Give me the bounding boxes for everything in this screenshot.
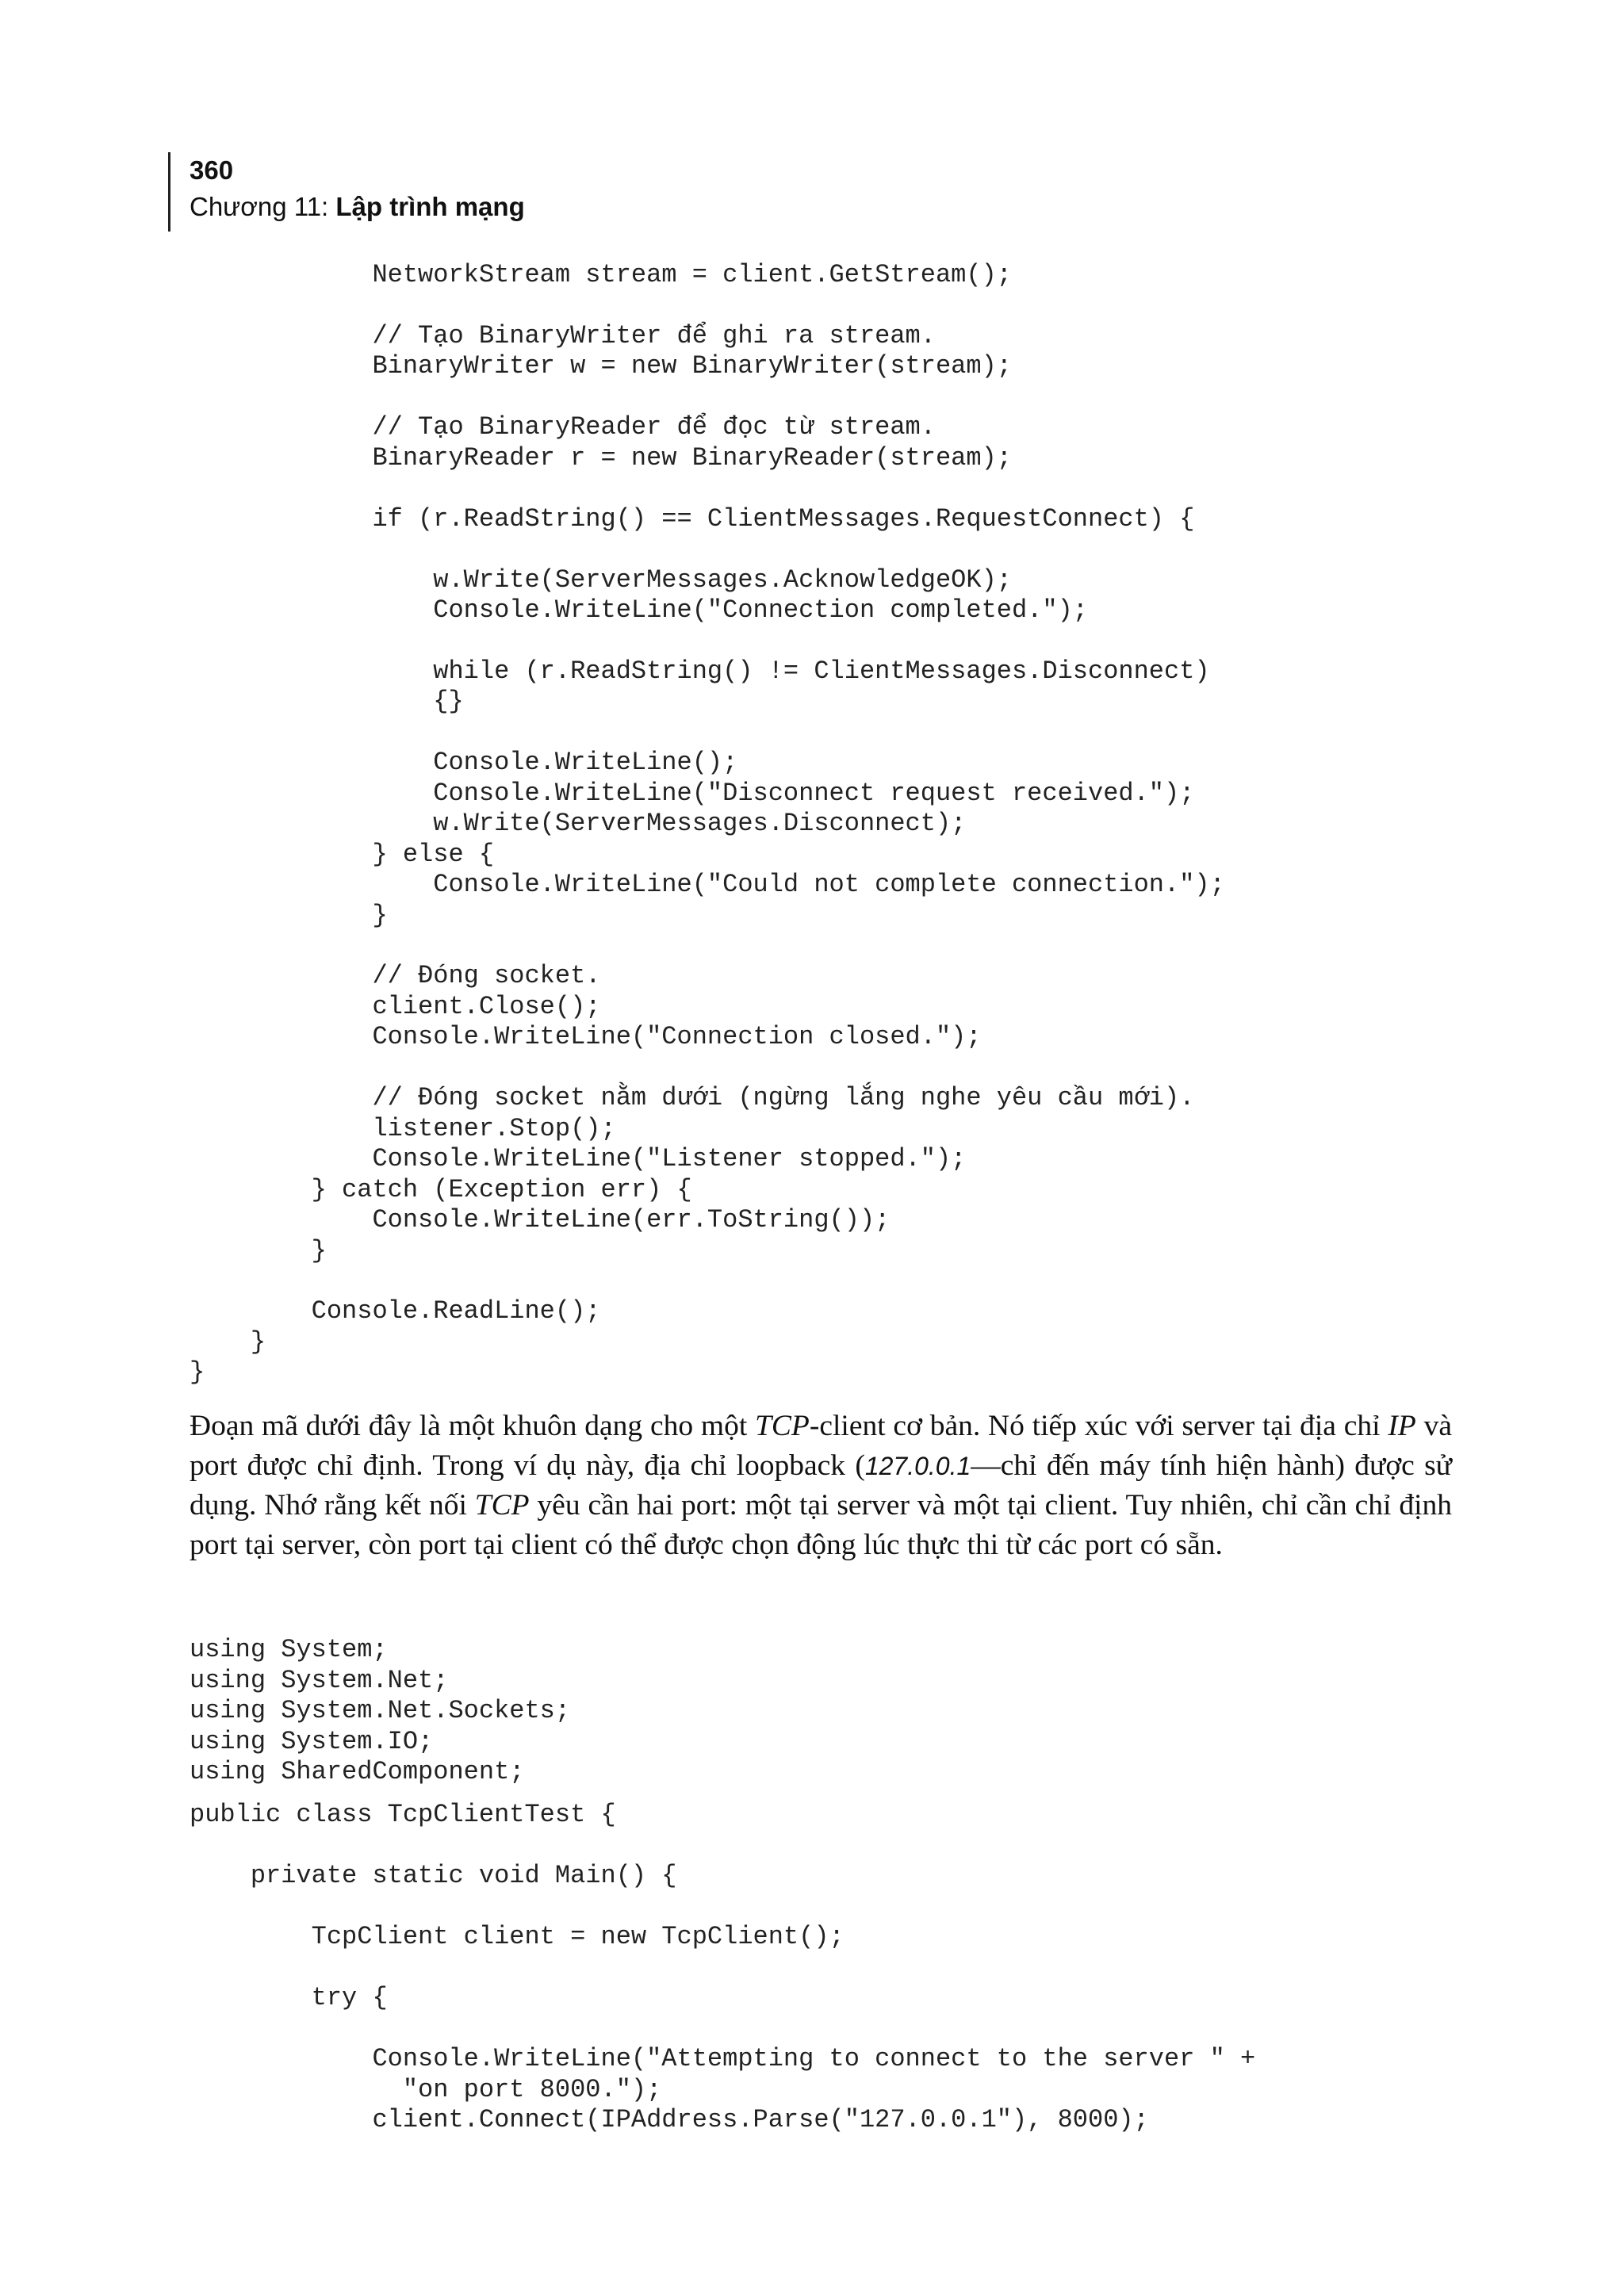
paragraph-text: và port được chỉ định. Trong ví dụ này, địa chỉ loopback ( bbox=[190, 1410, 1452, 1482]
chapter-prefix: Chương 11: bbox=[190, 192, 336, 221]
paragraph-text: -client cơ bản. Nó tiếp xúc với server tại địa chỉ bbox=[809, 1410, 1388, 1442]
chapter-title bbox=[190, 189, 525, 225]
page-header bbox=[168, 152, 525, 232]
chapter-name: Lập trình mạng bbox=[335, 192, 525, 221]
code-listing-tcp-client: public class TcpClientTest { private static void Main() { TcpClient client = new TcpClient(); try { Console.WriteLine("Attempting to connect to the server " + "on port 8000."); client.Connect(IPAddress.Parse("127.0.0.1"), 8000); bbox=[190, 1800, 1256, 2134]
term-tcp: TCP bbox=[755, 1410, 810, 1442]
paragraph-text: Đoạn mã dưới đây là một khuôn dạng cho một bbox=[190, 1410, 756, 1442]
loopback-address: 127.0.0.1 bbox=[864, 1452, 971, 1480]
paragraph-text: yêu cần hai port: một tại server và một tại client. Tuy nhiên, chỉ cần chỉ định port tại server, còn port tại client có thể được chọn động lúc thực thi từ các port có sẵn. bbox=[190, 1489, 1452, 1561]
code-listing-using-directives: using System; using System.Net; using System.Net.Sockets; using System.IO; using SharedComponent; bbox=[190, 1635, 571, 1786]
page-number: 360 bbox=[190, 155, 234, 185]
term-ip: IP bbox=[1388, 1410, 1416, 1442]
code-listing-server-continuation: NetworkStream stream = client.GetStream(); // Tạo BinaryWriter để ghi ra stream. BinaryWriter w = new BinaryWriter(stream); // Tạo BinaryReader để đọc từ stream. BinaryReader r = new BinaryReader(stream); if (r.ReadString() == ClientMessages.RequestConnect) { w.Write(ServerMessages.AcknowledgeOK); Console.WriteLine("Connection completed."); while (r.ReadString() != ClientMessages.Disconnect) {} Console.WriteLine(); Console.WriteLine("Disconnect request received."); w.Write(ServerMessages.Disconnect); } else { Console.WriteLine("Could not complete connection."); } // Đóng socket. client.Close(); Console.WriteLine("Connection closed."); // Đóng socket nằm dưới (ngừng lắng nghe yêu cầu mới). listener.Stop(); Console.WriteLine("Listener stopped."); } catch (Exception err) { Console.WriteLine(err.ToString()); } Console.ReadLine(); } } bbox=[190, 260, 1225, 1388]
term-tcp: TCP bbox=[474, 1489, 530, 1522]
paragraph-text: —chỉ đến máy tính hiện hành) được sử dụng. Nhớ rằng kết nối bbox=[190, 1449, 1452, 1522]
body-paragraph bbox=[190, 1407, 1452, 1565]
